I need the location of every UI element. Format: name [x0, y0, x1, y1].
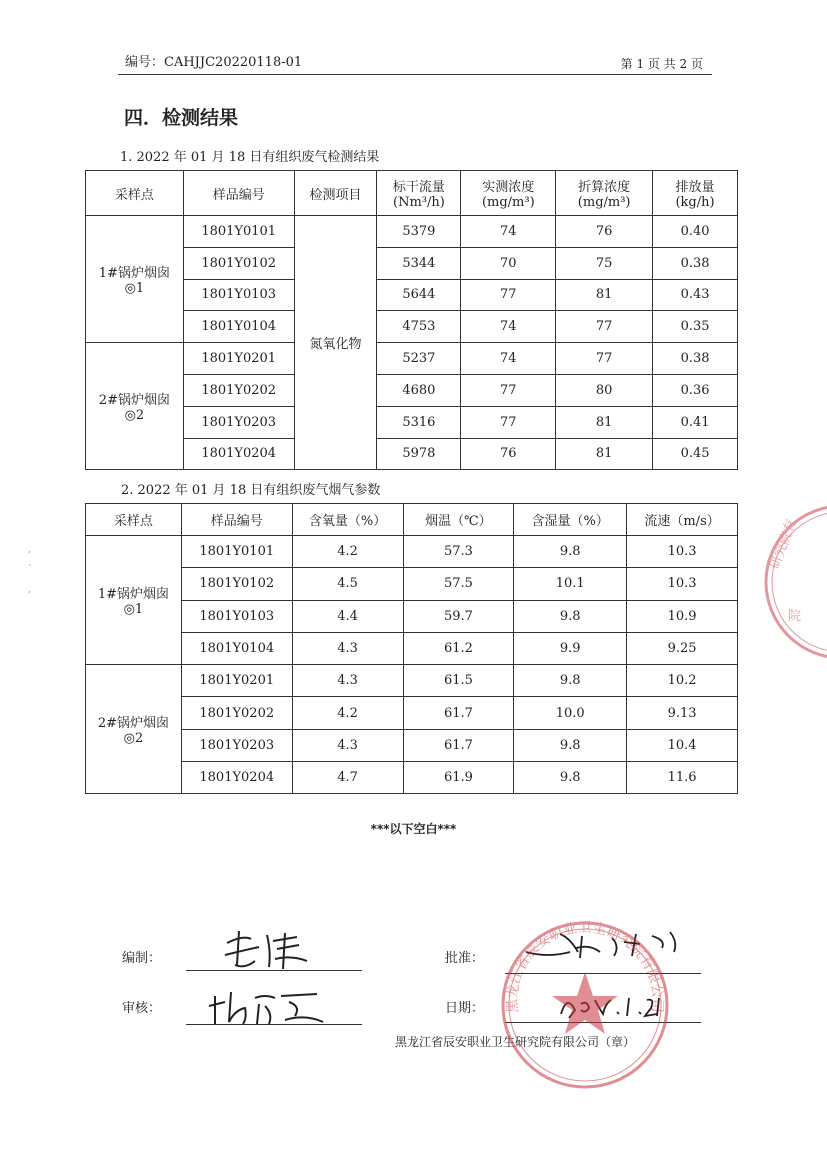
svg-text:院: 院 — [788, 609, 802, 624]
value-cell: 0.38 — [653, 247, 738, 279]
column-header: 标干流量 (Nm³/h) — [377, 171, 461, 216]
sample-id: 1801Y0201 — [183, 343, 294, 375]
column-header: 样品编号 — [183, 171, 294, 216]
value-cell: 4.7 — [292, 762, 403, 794]
sample-id: 1801Y0204 — [181, 762, 292, 794]
sampling-point: 2#锅炉烟囱 ◎2 — [86, 343, 184, 470]
sampling-point: 1#锅炉烟囱 ◎1 — [86, 216, 184, 343]
value-cell: 0.35 — [653, 311, 738, 343]
table-row — [86, 568, 738, 600]
compiled-label: 编制： — [122, 951, 162, 966]
section-title: 四．检测结果 — [124, 107, 239, 129]
test-item: 氮氧化物 — [294, 216, 377, 470]
value-cell: 10.0 — [514, 697, 627, 729]
value-cell: 0.41 — [653, 406, 738, 438]
value-cell: 10.2 — [627, 665, 738, 697]
sample-id: 1801Y0202 — [183, 374, 294, 406]
value-cell: 5316 — [377, 406, 461, 438]
sampling-point: 1#锅炉烟囱 ◎1 — [86, 536, 182, 665]
official-seal — [490, 910, 680, 1100]
value-cell: 74 — [461, 343, 556, 375]
value-cell: 4.3 — [292, 729, 403, 761]
sample-id: 1801Y0101 — [181, 536, 292, 568]
column-header: 样品编号 — [181, 504, 292, 536]
svg-text:研究院有: 研究院有 — [767, 517, 800, 572]
sampling-point: 2#锅炉烟囱 ◎2 — [86, 665, 182, 794]
value-cell: 9.8 — [514, 762, 627, 794]
value-cell: 9.8 — [514, 729, 627, 761]
value-cell: 0.40 — [653, 216, 738, 248]
value-cell: 4.5 — [292, 568, 403, 600]
sample-id: 1801Y0202 — [181, 697, 292, 729]
table-row — [86, 438, 738, 470]
value-cell: 4680 — [377, 374, 461, 406]
reviewed-label: 审核： — [122, 1001, 162, 1016]
sample-id: 1801Y0203 — [181, 729, 292, 761]
svg-text:黑龙江省辰安职业卫生研究院有限公司: 黑龙江省辰安职业卫生研究院有限公司 — [504, 920, 666, 1014]
value-cell: 74 — [461, 311, 556, 343]
value-cell: 9.8 — [514, 536, 627, 568]
value-cell: 61.9 — [403, 762, 514, 794]
value-cell: 10.3 — [627, 536, 738, 568]
table-row — [86, 216, 738, 248]
value-cell: 11.6 — [627, 762, 738, 794]
page-info: 第 1 页 共 2 页 — [620, 57, 703, 71]
sample-id: 1801Y0104 — [181, 632, 292, 664]
value-cell: 9.8 — [514, 665, 627, 697]
edge-seal — [760, 500, 827, 665]
value-cell: 77 — [556, 311, 653, 343]
table-row — [86, 729, 738, 761]
value-cell: 5379 — [377, 216, 461, 248]
sample-id: 1801Y0103 — [181, 600, 292, 632]
table-row — [86, 343, 738, 375]
table-row — [86, 762, 738, 794]
table2-caption: 2. 2022 年 01 月 18 日有组织废气烟气参数 — [121, 483, 381, 498]
value-cell: 4.3 — [292, 632, 403, 664]
value-cell: 77 — [556, 343, 653, 375]
value-cell: 0.36 — [653, 374, 738, 406]
blank-below-note: ***以下空白*** — [370, 822, 457, 836]
report-number: 编号：CAHJJC20220118-01 — [125, 55, 303, 70]
column-header: 折算浓度 (mg/m³) — [556, 171, 653, 216]
sample-id: 1801Y0102 — [183, 247, 294, 279]
value-cell: 59.7 — [403, 600, 514, 632]
value-cell: 10.9 — [627, 600, 738, 632]
table-row — [86, 279, 738, 311]
value-cell: 10.3 — [627, 568, 738, 600]
value-cell: 76 — [556, 216, 653, 248]
value-cell: 74 — [461, 216, 556, 248]
table-row — [86, 665, 738, 697]
value-cell: 4.2 — [292, 536, 403, 568]
value-cell: 61.7 — [403, 729, 514, 761]
column-header: 烟温（℃） — [403, 504, 514, 536]
sample-id: 1801Y0204 — [183, 438, 294, 470]
sample-id: 1801Y0203 — [183, 406, 294, 438]
value-cell: 5237 — [377, 343, 461, 375]
value-cell: 5344 — [377, 247, 461, 279]
value-cell: 81 — [556, 406, 653, 438]
value-cell: 4.3 — [292, 665, 403, 697]
table-row — [86, 536, 738, 568]
value-cell: 10.1 — [514, 568, 627, 600]
table-row — [86, 406, 738, 438]
sample-id: 1801Y0101 — [183, 216, 294, 248]
table-row — [86, 697, 738, 729]
value-cell: 75 — [556, 247, 653, 279]
sample-id: 1801Y0201 — [181, 665, 292, 697]
value-cell: 76 — [461, 438, 556, 470]
flue-gas-params-table — [85, 503, 738, 794]
sample-id: 1801Y0103 — [183, 279, 294, 311]
value-cell: 4.2 — [292, 697, 403, 729]
value-cell: 0.45 — [653, 438, 738, 470]
table-row — [86, 247, 738, 279]
table-row — [86, 632, 738, 664]
value-cell: 57.5 — [403, 568, 514, 600]
table-row — [86, 311, 738, 343]
value-cell: 61.7 — [403, 697, 514, 729]
value-cell: 0.43 — [653, 279, 738, 311]
sample-id: 1801Y0104 — [183, 311, 294, 343]
value-cell: 5978 — [377, 438, 461, 470]
organization-name: 黑龙江省辰安职业卫生研究院有限公司（章） — [395, 1035, 636, 1049]
column-header: 含湿量（%） — [514, 504, 627, 536]
value-cell: 4.4 — [292, 600, 403, 632]
scan-marks: ‚ ` , — [28, 545, 33, 595]
value-cell: 57.3 — [403, 536, 514, 568]
column-header: 实测浓度 (mg/m³) — [461, 171, 556, 216]
value-cell: 0.38 — [653, 343, 738, 375]
value-cell: 80 — [556, 374, 653, 406]
value-cell: 81 — [556, 438, 653, 470]
value-cell: 9.8 — [514, 600, 627, 632]
column-header: 采样点 — [86, 171, 184, 216]
value-cell: 77 — [461, 374, 556, 406]
column-header: 采样点 — [86, 504, 182, 536]
column-header: 检测项目 — [294, 171, 377, 216]
table-row — [86, 600, 738, 632]
value-cell: 70 — [461, 247, 556, 279]
emission-results-table — [85, 170, 738, 470]
column-header: 排放量 (kg/h) — [653, 171, 738, 216]
column-header: 含氧量（%） — [292, 504, 403, 536]
reviewed-signature — [205, 984, 330, 1030]
sample-id: 1801Y0102 — [181, 568, 292, 600]
value-cell: 81 — [556, 279, 653, 311]
value-cell: 61.5 — [403, 665, 514, 697]
compiled-signature — [215, 925, 325, 973]
table-row — [86, 374, 738, 406]
header-rule — [118, 74, 712, 75]
value-cell: 9.25 — [627, 632, 738, 664]
value-cell: 61.2 — [403, 632, 514, 664]
value-cell: 10.4 — [627, 729, 738, 761]
value-cell: 77 — [461, 279, 556, 311]
value-cell: 9.9 — [514, 632, 627, 664]
approved-label: 批准： — [445, 951, 485, 966]
table1-caption: 1. 2022 年 01 月 18 日有组织废气检测结果 — [120, 150, 380, 165]
column-header: 流速（m/s） — [627, 504, 738, 536]
value-cell: 9.13 — [627, 697, 738, 729]
value-cell: 77 — [461, 406, 556, 438]
value-cell: 4753 — [377, 311, 461, 343]
date-label: 日期： — [445, 1001, 485, 1016]
value-cell: 5644 — [377, 279, 461, 311]
